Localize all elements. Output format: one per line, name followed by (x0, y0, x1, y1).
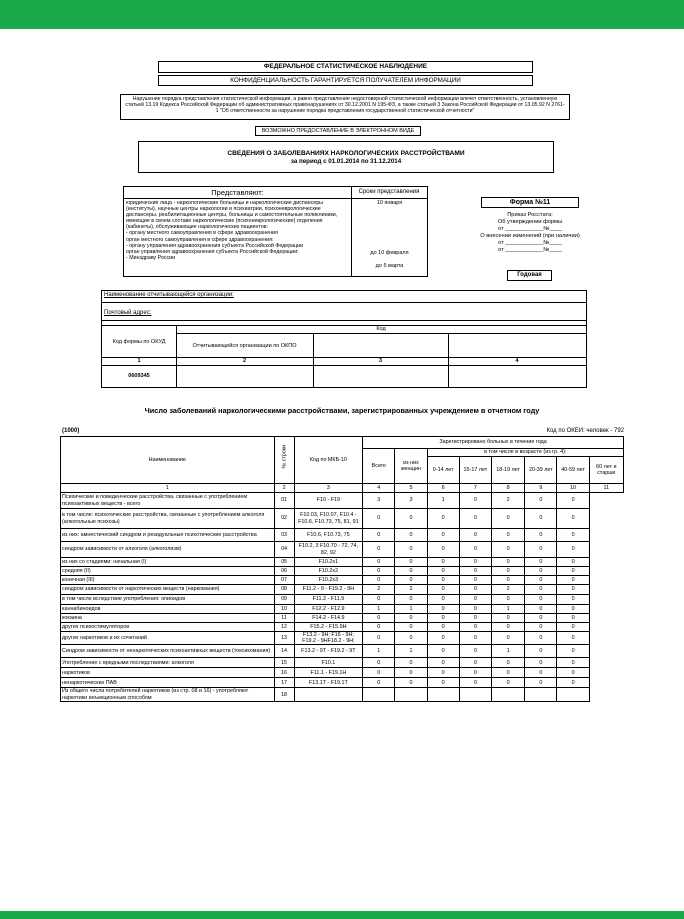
okpo-label: Отчитывающейся организации по ОКПО (192, 343, 297, 349)
row-value: 0 (557, 509, 589, 529)
table-row (61, 585, 624, 595)
column-numbers-row (61, 484, 624, 493)
row-name: ненаркотических ПАВ (61, 678, 275, 688)
row-value: 0 (557, 585, 589, 595)
row-value: 0 (363, 614, 395, 623)
row-name: конечная (III) (61, 576, 275, 585)
row-icd-code: F10.1 (294, 658, 362, 668)
row-value: 0 (427, 509, 459, 529)
row-value: 0 (525, 605, 557, 614)
row-value: 0 (525, 509, 557, 529)
row-icd-code: F11.2 - F11.9 (294, 595, 362, 605)
row-value: 0 (492, 678, 525, 688)
table-row (61, 614, 624, 623)
row-value: 1 (427, 493, 459, 509)
row-value: 0 (427, 558, 459, 567)
table-row (61, 493, 624, 509)
row-number: 07 (274, 576, 294, 585)
row-value: 0 (525, 576, 557, 585)
row-name: синдром зависимости от наркотических веществ (наркомания) (61, 585, 275, 595)
row-value: 0 (459, 623, 491, 632)
row-value: 0 (459, 567, 491, 576)
morbidity-table (60, 436, 624, 702)
row-value: 2 (492, 585, 525, 595)
row-value: 0 (557, 542, 589, 558)
row-number: 14 (274, 645, 294, 658)
table-row (61, 678, 624, 688)
row-value: 0 (459, 529, 491, 542)
col-num: 7 (459, 484, 491, 493)
periodicity-label: Годовая (507, 270, 552, 281)
row-value: 0 (459, 558, 491, 567)
header-total: Всего (363, 449, 395, 484)
row-name: из них: амнестический синдром и резидуальные психотические расстройства (61, 529, 275, 542)
row-number: 09 (274, 595, 294, 605)
row-icd-code: F12.2 - F12.9 (294, 605, 362, 614)
row-value: 2 (395, 585, 427, 595)
org-col-num-3: 3 (378, 358, 383, 364)
table-row (61, 632, 624, 645)
okei-code: Код по ОКЕИ: человек - 792 (546, 428, 624, 434)
deadline-3: до 5 марта (375, 263, 404, 269)
row-value: 0 (557, 658, 589, 668)
row-value: 0 (363, 678, 395, 688)
row-value: 0 (492, 623, 525, 632)
header-registered: Зарегистрировано больных в течение года (363, 437, 624, 449)
row-value: 0 (525, 558, 557, 567)
row-value: 0 (525, 678, 557, 688)
row-value: 0 (363, 529, 395, 542)
table-body (61, 493, 624, 702)
col-num: 4 (363, 484, 395, 493)
row-number: 15 (274, 658, 294, 668)
deadline-1: 10 января (376, 200, 403, 206)
org-address-label: Почтовый адрес: (104, 310, 152, 316)
col-num: 6 (427, 484, 459, 493)
row-value: 0 (557, 668, 589, 678)
row-value: 3 (363, 493, 395, 509)
org-address-divider (102, 320, 586, 321)
row-value (459, 688, 491, 701)
row-name: Психические и поведенческие расстройства, связанные с употреблением психоактивных веществ - всего (61, 493, 275, 509)
row-value: 0 (492, 542, 525, 558)
row-number: 01 (274, 493, 294, 509)
table-row (61, 542, 624, 558)
row-value: 0 (363, 558, 395, 567)
row-value: 0 (459, 509, 491, 529)
org-value-divider (102, 365, 586, 366)
row-value: 0 (557, 595, 589, 605)
row-value: 0 (525, 529, 557, 542)
row-number: 04 (274, 542, 294, 558)
table-code: (1000) (62, 428, 80, 434)
row-value: 0 (395, 542, 427, 558)
col-num: 8 (492, 484, 525, 493)
row-value: 0 (557, 632, 589, 645)
row-value: 1 (395, 605, 427, 614)
row-value: 0 (427, 645, 459, 658)
row-value: 0 (395, 668, 427, 678)
row-value: 0 (557, 529, 589, 542)
row-name: других наркотиков и их сочетаний (61, 632, 275, 645)
header-age-0-14: 0-14 лет (427, 457, 459, 484)
row-value: 0 (427, 623, 459, 632)
organization-block (101, 290, 587, 388)
okud-code-value: 0609345 (128, 373, 150, 379)
header-age-60-plus: 60 лет и старше (589, 457, 623, 484)
row-value: 0 (492, 576, 525, 585)
org-vline-1 (176, 325, 177, 387)
row-value: 0 (427, 576, 459, 585)
row-value: 0 (557, 576, 589, 585)
table-row (61, 623, 624, 632)
row-name: каннабиноидов (61, 605, 275, 614)
row-value: 0 (395, 623, 427, 632)
row-value: 0 (395, 658, 427, 668)
org-name-label: Наименование отчитывающейся организации: (104, 292, 234, 298)
org-col-num-2: 2 (242, 358, 247, 364)
row-value: 0 (363, 623, 395, 632)
col-num: 1 (61, 484, 275, 493)
report-period: за период с 01.01.2014 по 31.12.2014 (290, 158, 402, 165)
row-value: 0 (459, 645, 491, 658)
row-number: 12 (274, 623, 294, 632)
org-name-divider (102, 302, 586, 303)
row-value: 0 (492, 658, 525, 668)
row-value: 0 (525, 542, 557, 558)
code-header: Код (376, 326, 386, 332)
row-value (492, 688, 525, 701)
row-value: 0 (363, 658, 395, 668)
row-value: 1 (363, 645, 395, 658)
row-value: 3 (395, 493, 427, 509)
row-value: 0 (557, 678, 589, 688)
row-value: 0 (427, 668, 459, 678)
row-icd-code (294, 688, 362, 701)
row-value: 0 (459, 668, 491, 678)
row-value: 0 (525, 614, 557, 623)
bottom-accent-bar (0, 911, 684, 919)
form-type-title: ФЕДЕРАЛЬНОЕ СТАТИСТИЧЕСКОЕ НАБЛЮДЕНИЕ (158, 61, 533, 73)
row-name: средняя (II) (61, 567, 275, 576)
row-value (395, 688, 427, 701)
row-name: из них со стадиями: начальная (I) (61, 558, 275, 567)
row-value: 0 (395, 595, 427, 605)
deadline-2: до 10 февраля (370, 250, 409, 256)
row-value: 0 (363, 567, 395, 576)
row-icd-code: F10.2x1 (294, 558, 362, 567)
row-number: 17 (274, 678, 294, 688)
row-value: 0 (492, 567, 525, 576)
row-value: 1 (492, 645, 525, 658)
row-value: 0 (492, 595, 525, 605)
row-value: 0 (395, 509, 427, 529)
form-number: Форма №11 (481, 197, 579, 208)
row-value: 0 (395, 558, 427, 567)
deadlines-header: Сроки представления (351, 187, 427, 199)
row-value: 0 (459, 595, 491, 605)
row-value: 2 (492, 493, 525, 509)
row-name: других психостимуляторов (61, 623, 275, 632)
row-value: 0 (427, 567, 459, 576)
table-row (61, 558, 624, 567)
row-value: 0 (395, 678, 427, 688)
row-icd-code: F10.2x2 (294, 567, 362, 576)
row-value: 1 (363, 605, 395, 614)
table-row (61, 605, 624, 614)
table-row (61, 567, 624, 576)
row-value (525, 688, 557, 701)
row-value: 0 (459, 576, 491, 585)
row-icd-code: F10.2x3 (294, 576, 362, 585)
table-row (61, 509, 624, 529)
row-value: 0 (427, 658, 459, 668)
header-age-18-19: 18-19 лет (492, 457, 525, 484)
row-value: 0 (525, 632, 557, 645)
submitters-table (123, 186, 428, 277)
row-number: 02 (274, 509, 294, 529)
table-row (61, 668, 624, 678)
col-num: 9 (525, 484, 557, 493)
row-number: 16 (274, 668, 294, 678)
submitters-list: юридические лица - наркологические больницы и наркологические диспансеры (институты), научные центры наркологии и психиатрии, психоневрологические диспансеры, реабилитационные центры, больницы и самостоятельные поликлиники, имеющие в своем составе наркологические (психоневрологические) отделения (кабинеты), обслуживающие наркологических пациентов: - органу местного самоуправления в сфере здравоохранения орган местного самоуправления в сфере здравоохранения: - органу управления здравоохранения субъекта Российской Федерации орган управления здравоохранения субъекта Российской Федерации: - Минздраву России (126, 200, 338, 261)
row-icd-code: F13.2 - 9T - F19.2 - 9T (294, 645, 362, 658)
col-num: 2 (274, 484, 294, 493)
row-value: 0 (525, 585, 557, 595)
row-value: 0 (525, 493, 557, 509)
row-value: 0 (492, 529, 525, 542)
row-value: 0 (557, 567, 589, 576)
row-value: 0 (492, 509, 525, 529)
col-num: 10 (557, 484, 589, 493)
row-value: 0 (395, 632, 427, 645)
row-value: 0 (363, 632, 395, 645)
row-number: 10 (274, 605, 294, 614)
table-row (61, 529, 624, 542)
row-name: наркотиков (61, 668, 275, 678)
row-value: 0 (525, 623, 557, 632)
row-name: синдром зависимости от алкоголя (алкоголизм) (61, 542, 275, 558)
row-name: Из общего числа потребителей наркотиков (из стр. 08 и 16) - употребляют наркотики инъекционным способом (61, 688, 275, 701)
row-value (427, 688, 459, 701)
row-value: 0 (427, 585, 459, 595)
org-col-num-4: 4 (515, 358, 519, 364)
row-value: 0 (492, 558, 525, 567)
row-value: 0 (427, 542, 459, 558)
report-title: СВЕДЕНИЯ О ЗАБОЛЕВАНИЯХ НАРКОЛОГИЧЕСКИХ РАССТРОЙСТВАМИ (227, 150, 465, 157)
section-title: Число заболеваний наркологическими расстройствами, зарегистрированных учреждением в отчетном году (144, 406, 540, 415)
row-value: 0 (459, 658, 491, 668)
row-value: 0 (557, 558, 589, 567)
table-row (61, 658, 624, 668)
liability-notice: Нарушение порядка представления статистической информации, а равно представление недостоверной статистической информации влечет ответственность, установленную статьей 13.19 Кодекса Российской Федерации об административных правонарушениях от 30.12.2001 N 195-ФЗ, а также статьей 3 Закона Российской Федерации от 13.05.92 N 2761-1 "Об ответственности за нарушение порядка представления государственной статистической отчетности" (120, 94, 570, 120)
row-value: 0 (459, 493, 491, 509)
row-value: 0 (557, 614, 589, 623)
row-value: 0 (525, 595, 557, 605)
header-row-no: № строки (274, 437, 294, 484)
col-num: 3 (294, 484, 362, 493)
electronic-submission-note: ВОЗМОЖНО ПРЕДОСТАВЛЕНИЕ В ЭЛЕКТРОННОМ ВИДЕ (255, 126, 421, 136)
row-name: кокаина (61, 614, 275, 623)
row-value: 2 (363, 585, 395, 595)
top-accent-bar (0, 0, 684, 29)
row-value: 0 (427, 605, 459, 614)
row-value: 1 (492, 605, 525, 614)
row-number: 03 (274, 529, 294, 542)
org-col-num-1: 1 (137, 358, 141, 364)
row-value: 0 (459, 542, 491, 558)
row-value: 0 (459, 614, 491, 623)
row-value: 0 (525, 567, 557, 576)
row-value: 1 (395, 645, 427, 658)
table-row (61, 645, 624, 658)
row-name: Употребление с вредными последствиями: алкоголя (61, 658, 275, 668)
row-value: 0 (363, 668, 395, 678)
row-value: 0 (363, 576, 395, 585)
header-age-20-39: 20-39 лет (525, 457, 557, 484)
row-name: в том числе: психотические расстройства, связанные с употреблением алкоголя (алкогольные психозы) (61, 509, 275, 529)
row-value: 0 (557, 645, 589, 658)
row-icd-code: F11.1 - F19.1H (294, 668, 362, 678)
row-value: 0 (492, 614, 525, 623)
rosstat-order: Приказ Росстата: Об утверждении формы от ____________№____ О внесении изменений (при наличии) от ____________№____ от ____________№____ (480, 212, 580, 253)
row-value: 0 (459, 585, 491, 595)
row-icd-code: F11.2 - 9 - F19.2 - 9H (294, 585, 362, 595)
header-icd: Код по МКБ-10 (294, 437, 362, 484)
row-value: 0 (459, 605, 491, 614)
row-icd-code: F13.1T - F19.1T (294, 678, 362, 688)
row-icd-code: F10 - F19 (294, 493, 362, 509)
row-value: 0 (492, 632, 525, 645)
row-number: 11 (274, 614, 294, 623)
row-number: 18 (274, 688, 294, 701)
row-value: 0 (459, 678, 491, 688)
row-icd-code: F10.6, F10.73, 75 (294, 529, 362, 542)
row-icd-code: F10.03, F10.07, F10.4 - F10.6, F10.73, 75, 81, 91 (294, 509, 362, 529)
row-value: 0 (525, 645, 557, 658)
header-name: Наименование (61, 437, 275, 484)
row-value: 0 (363, 542, 395, 558)
row-value: 0 (557, 623, 589, 632)
row-icd-code: F15.2 - F15.9H (294, 623, 362, 632)
row-value: 0 (557, 493, 589, 509)
col-num: 11 (589, 484, 623, 493)
row-number: 06 (274, 567, 294, 576)
row-value: 0 (427, 595, 459, 605)
row-icd-code: F10.2, 3 F10.70 - 72, 74, 82, 92 (294, 542, 362, 558)
header-age-15-17: 15-17 лет (459, 457, 491, 484)
row-value (557, 688, 589, 701)
submitters-header: Представляют: (124, 187, 352, 199)
row-value: 0 (427, 678, 459, 688)
row-value: 0 (427, 632, 459, 645)
row-name: в том числе вследствие употребления: опиоидов (61, 595, 275, 605)
row-value: 0 (363, 595, 395, 605)
code-sub-divider (176, 333, 586, 334)
row-value: 0 (459, 632, 491, 645)
header-age-group: в том числе в возрасте (из гр. 4): (427, 449, 623, 457)
row-value: 0 (395, 614, 427, 623)
row-value: 0 (395, 529, 427, 542)
header-women: из них женщин (395, 449, 427, 484)
row-value: 0 (525, 668, 557, 678)
row-icd-code: F14.2 - F14.9 (294, 614, 362, 623)
okud-label: Код формы по ОКУД (112, 339, 166, 345)
confidentiality-notice: КОНФИДЕНЦИАЛЬНОСТЬ ГАРАНТИРУЕТСЯ ПОЛУЧАТЕЛЕМ ИНФОРМАЦИИ (158, 75, 533, 86)
row-number: 05 (274, 558, 294, 567)
row-value: 0 (492, 668, 525, 678)
report-title-box (138, 141, 554, 173)
table-row (61, 576, 624, 585)
row-name: Синдром зависимости от ненаркотических психоактивных веществ (токсикомания) (61, 645, 275, 658)
row-icd-code: F13.2 - 9H; F16 - 9H; F19.2 - 9HF18.2 - 9H; (294, 632, 362, 645)
row-number: 08 (274, 585, 294, 595)
row-value: 0 (427, 614, 459, 623)
header-age-40-59: 40-59 лет (557, 457, 589, 484)
row-value (363, 688, 395, 701)
table-row (61, 688, 624, 701)
row-value: 0 (363, 509, 395, 529)
row-value: 0 (395, 567, 427, 576)
row-value: 0 (525, 658, 557, 668)
col-num: 5 (395, 484, 427, 493)
row-number: 13 (274, 632, 294, 645)
row-value: 0 (427, 529, 459, 542)
row-value: 0 (557, 605, 589, 614)
table-row (61, 595, 624, 605)
row-value: 0 (395, 576, 427, 585)
